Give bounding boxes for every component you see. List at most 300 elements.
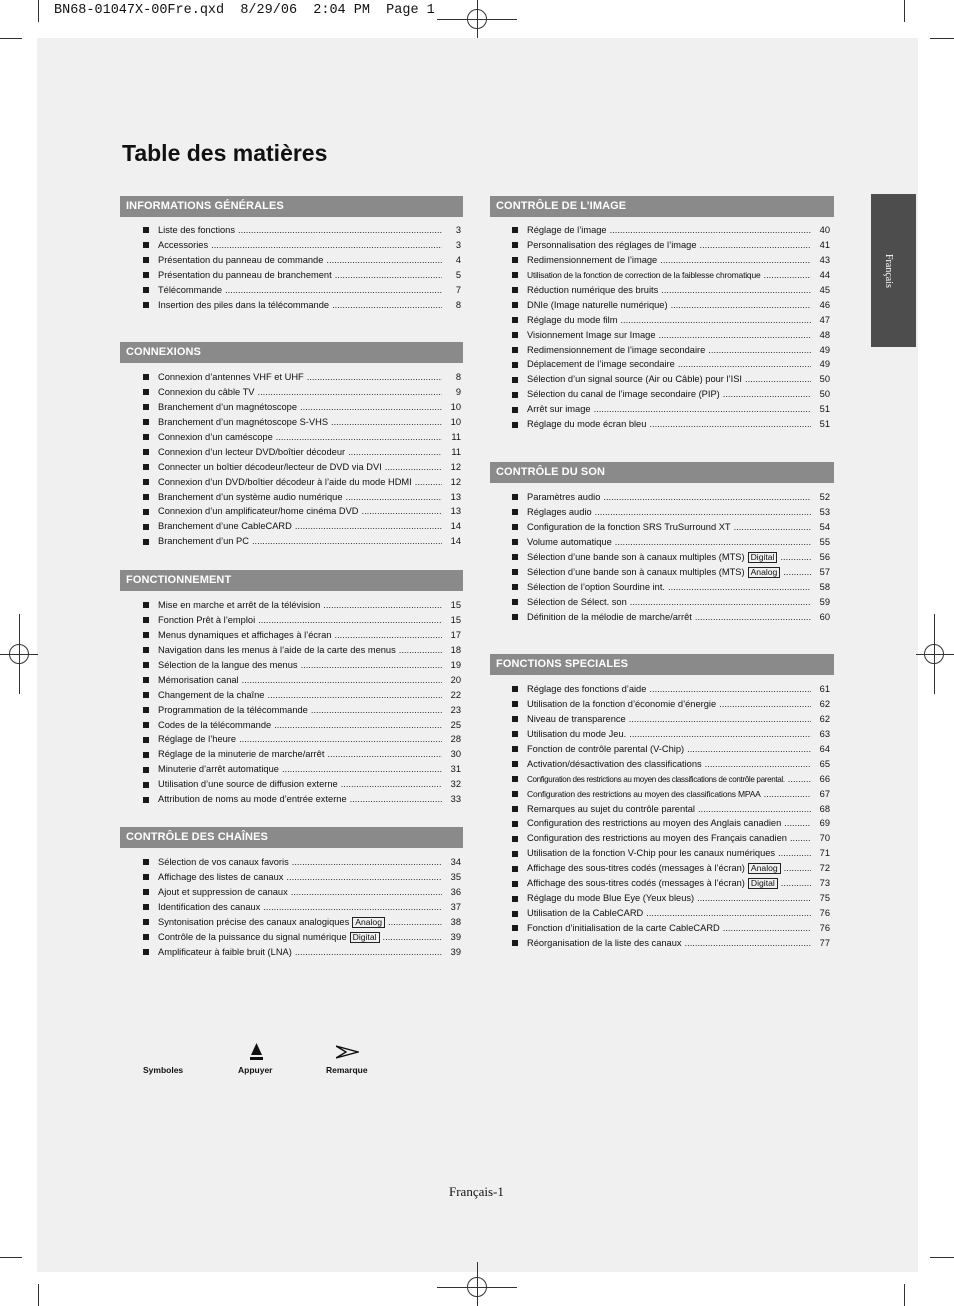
toc-entry-page: 14 — [450, 521, 461, 532]
bullet-square-icon — [143, 434, 149, 440]
toc-entry-label: Connexion du câble TV — [158, 386, 255, 397]
dot-leader — [764, 268, 811, 283]
dot-leader — [274, 718, 442, 733]
toc-entry — [137, 415, 461, 430]
bullet-square-icon — [143, 374, 149, 380]
bullet-square-icon — [143, 859, 149, 865]
dot-leader — [697, 891, 811, 906]
toc-entry — [137, 268, 461, 283]
bullet-square-icon — [512, 940, 518, 946]
dot-leader — [383, 930, 442, 945]
toc-entry-label: Fonction d’initialisation de la carte CableCARD — [527, 923, 720, 933]
toc-entry — [137, 519, 461, 534]
bullet-square-icon — [143, 272, 149, 278]
toc-entry-page: 59 — [819, 596, 830, 607]
bullet-square-icon — [512, 746, 518, 752]
dot-leader — [282, 762, 442, 777]
toc-entry-label: Remarques au sujet du contrôle parental — [527, 803, 695, 814]
toc-entry — [506, 313, 830, 328]
dot-leader — [286, 870, 442, 885]
toc-entry-label: Sélection de l’option Sourdine int. — [527, 581, 665, 592]
bullet-square-icon — [143, 722, 149, 728]
toc-entry — [506, 505, 830, 520]
toc-entry-page: 51 — [819, 419, 830, 430]
bullet-square-icon — [512, 599, 518, 605]
toc-entry-page: 13 — [450, 491, 461, 502]
toc-entry — [137, 283, 461, 298]
toc-entry-label: Sélection d’une bande son à canaux multiples (MTS) — [527, 551, 745, 562]
toc-entry-page: 10 — [450, 416, 461, 427]
bullet-square-icon — [143, 287, 149, 293]
dot-leader — [778, 846, 811, 861]
toc-list-speciales — [506, 682, 830, 951]
toc-entry-page: 34 — [450, 857, 461, 867]
toc-entry — [137, 885, 461, 900]
press-icon — [250, 1043, 263, 1061]
toc-entry — [506, 402, 830, 417]
toc-entry-page: 68 — [819, 803, 830, 814]
dot-leader — [705, 757, 811, 772]
toc-entry-label: Codes de la télécommande — [158, 719, 272, 730]
toc-entry-page: 30 — [450, 749, 461, 760]
toc-entry-label: Mémorisation canal — [158, 674, 239, 685]
dot-leader — [629, 727, 811, 742]
note-label: Remarque — [326, 1065, 368, 1075]
toc-entry-label: Connexion d’antennes VHF et UHF — [158, 372, 304, 382]
dot-leader — [331, 415, 442, 430]
toc-entry-page: 22 — [450, 689, 461, 700]
bullet-square-icon — [512, 272, 518, 278]
page-title: Table des matières — [122, 140, 328, 166]
crop-mark — [38, 0, 39, 22]
toc-entry-label: Définition de la mélodie de marche/arrêt — [527, 611, 692, 622]
crop-mark — [930, 1257, 954, 1258]
bullet-square-icon — [143, 302, 149, 308]
dot-leader — [301, 658, 442, 673]
dot-leader — [311, 703, 442, 718]
bullet-square-icon — [512, 539, 518, 545]
section-heading-son: CONTRÔLE DU SON — [490, 462, 834, 483]
toc-entry — [137, 900, 461, 915]
dot-leader — [225, 283, 442, 298]
dot-leader — [678, 357, 811, 372]
toc-entry-page: 69 — [819, 818, 830, 829]
signal-type-badge: Digital — [350, 932, 380, 943]
dot-leader — [388, 915, 442, 930]
toc-entry-label: Affichage des sous-titres codés (messages à l’écran) — [527, 878, 745, 889]
toc-entry — [506, 610, 830, 625]
dot-leader — [385, 460, 442, 475]
bullet-square-icon — [512, 347, 518, 353]
dot-leader — [257, 385, 442, 400]
toc-entry-page: 17 — [450, 629, 461, 640]
toc-entry-page: 45 — [819, 284, 830, 295]
dot-leader — [630, 595, 811, 610]
section-heading-connexions: CONNEXIONS — [120, 342, 463, 363]
toc-entry-page: 15 — [450, 614, 461, 625]
toc-entry — [137, 445, 461, 460]
toc-entry-label: Réglage du mode film — [527, 314, 618, 325]
toc-entry-label: Changement de la chaîne — [158, 689, 265, 700]
bullet-square-icon — [143, 737, 149, 743]
dot-leader — [594, 402, 811, 417]
section-heading-informations: INFORMATIONS GÉNÉRALES — [120, 196, 463, 217]
signal-type-badge: Digital — [748, 878, 778, 889]
dot-leader — [723, 387, 811, 402]
dot-leader — [326, 253, 442, 268]
toc-entry-label: Connexion d’un DVD/boîtier décodeur à l’aide du mode HDMI — [158, 476, 412, 487]
bullet-square-icon — [143, 707, 149, 713]
toc-entry — [506, 936, 830, 951]
toc-entry — [506, 268, 830, 283]
toc-entry-page: 18 — [450, 644, 461, 655]
toc-entry — [137, 747, 461, 762]
toc-entry — [506, 697, 830, 712]
toc-entry-page: 20 — [450, 674, 461, 685]
bullet-square-icon — [143, 389, 149, 395]
toc-entry — [506, 417, 830, 432]
toc-entry — [506, 298, 830, 313]
toc-entry-label: Réglage du mode écran bleu — [527, 419, 647, 430]
toc-entry-page: 76 — [819, 923, 830, 933]
dot-leader — [211, 238, 442, 253]
toc-entry-page: 65 — [819, 758, 830, 769]
toc-entry-page: 9 — [455, 386, 461, 397]
registration-line — [916, 654, 954, 655]
toc-list-connexions — [137, 370, 461, 549]
bullet-square-icon — [512, 925, 518, 931]
bullet-square-icon — [143, 257, 149, 263]
toc-entry-label: Fonction Prêt à l’emploi — [158, 614, 256, 625]
dot-leader — [698, 802, 811, 817]
dot-leader — [346, 490, 443, 505]
toc-entry-label: Sélection du canal de l’image secondaire (PIP) — [527, 389, 720, 400]
toc-entry-label: Sélection de vos canaux favoris — [158, 857, 289, 867]
toc-entry-label: Liste des fonctions — [158, 225, 236, 235]
toc-entry — [137, 504, 461, 519]
toc-entry-label: Réduction numérique des bruits — [527, 284, 659, 295]
toc-entry-label: Utilisation du mode Jeu. — [527, 728, 627, 739]
toc-entry-page: 40 — [819, 225, 830, 235]
crop-mark — [38, 1284, 39, 1306]
toc-entry-page: 66 — [819, 773, 830, 784]
toc-entry — [137, 855, 461, 870]
toc-entry — [506, 712, 830, 727]
dot-leader — [300, 400, 442, 415]
bullet-square-icon — [512, 716, 518, 722]
toc-entry-label: Connexion d’un lecteur DVD/boîtier décodeur — [158, 446, 346, 457]
toc-entry — [137, 460, 461, 475]
bullet-square-icon — [512, 494, 518, 500]
bullet-square-icon — [143, 479, 149, 485]
bullet-square-icon — [512, 761, 518, 767]
toc-entry-page: 5 — [455, 269, 461, 280]
toc-entry-page: 67 — [819, 788, 830, 799]
note-arrow-icon — [336, 1045, 359, 1059]
toc-entry-page: 3 — [455, 239, 461, 250]
toc-entry-label: Insertion des piles dans la télécommande — [158, 299, 330, 310]
toc-entry-label: Menus dynamiques et affichages à l’écran — [158, 629, 332, 640]
toc-entry-page: 62 — [819, 713, 830, 724]
bullet-square-icon — [512, 377, 518, 383]
toc-entry — [137, 613, 461, 628]
dot-leader — [660, 253, 811, 268]
toc-entry-page: 36 — [450, 886, 461, 897]
toc-entry-page: 15 — [450, 600, 461, 610]
toc-entry-page: 58 — [819, 581, 830, 592]
bullet-square-icon — [143, 904, 149, 910]
toc-entry — [506, 891, 830, 906]
toc-entry-label: Niveau de transparence — [527, 713, 626, 724]
toc-entry-label: Visionnement Image sur Image — [527, 329, 656, 340]
toc-entry-label: Configuration des restrictions au moyen des classifications MPAA — [527, 788, 761, 799]
toc-entry — [137, 253, 461, 268]
dot-leader — [348, 445, 442, 460]
toc-entry-page: 50 — [819, 389, 830, 400]
bullet-square-icon — [143, 494, 149, 500]
press-label: Appuyer — [238, 1065, 273, 1075]
bullet-square-icon — [143, 797, 149, 803]
toc-entry-page: 72 — [819, 863, 830, 874]
toc-entry-label: Connexion d’un amplificateur/home cinéma DVD — [158, 506, 359, 517]
toc-entry-label: Utilisation de la fonction d’économie d’énergie — [527, 698, 717, 709]
dot-leader — [788, 772, 811, 787]
toc-entry — [137, 370, 461, 385]
bullet-square-icon — [512, 422, 518, 428]
toc-entry-label: Navigation dans les menus à l’aide de la carte des menus — [158, 644, 396, 655]
dot-leader — [780, 550, 811, 565]
dot-leader — [790, 831, 811, 846]
toc-entry — [506, 831, 830, 846]
dot-leader — [335, 268, 442, 283]
toc-entry-page: 38 — [450, 916, 461, 927]
section-heading-chaines: CONTRÔLE DES CHAÎNES — [120, 827, 463, 848]
toc-entry-label: Sélection d’un signal source (Air ou Câble) pour l’ISI — [527, 374, 742, 385]
toc-entry-page: 75 — [819, 893, 830, 904]
dot-leader — [295, 519, 442, 534]
bullet-square-icon — [512, 362, 518, 368]
dot-leader — [295, 945, 442, 960]
symbols-heading: Symboles — [143, 1065, 184, 1075]
dot-leader — [745, 372, 811, 387]
toc-entry-page: 54 — [819, 521, 830, 532]
toc-entry — [506, 876, 830, 891]
bullet-square-icon — [143, 464, 149, 470]
bullet-square-icon — [512, 806, 518, 812]
dot-leader — [350, 792, 442, 807]
dot-leader — [783, 565, 811, 580]
toc-entry-page: 62 — [819, 698, 830, 709]
toc-entry-page: 56 — [819, 551, 830, 562]
dot-leader — [695, 610, 811, 625]
toc-entry — [506, 357, 830, 372]
toc-entry — [137, 703, 461, 718]
toc-entry-page: 64 — [819, 743, 830, 754]
bullet-square-icon — [143, 419, 149, 425]
toc-entry — [137, 534, 461, 549]
signal-type-badge: Analog — [748, 567, 781, 578]
bullet-square-icon — [512, 821, 518, 827]
toc-list-son — [506, 490, 830, 624]
bullet-square-icon — [512, 791, 518, 797]
toc-entry — [506, 328, 830, 343]
section-heading-speciales: FONCTIONS SPECIALES — [490, 654, 834, 675]
toc-entry-label: Connecter un boîtier décodeur/lecteur de DVD via DVI — [158, 461, 382, 472]
toc-entry-label: Présentation du panneau de commande — [158, 254, 324, 265]
toc-entry-page: 37 — [450, 901, 461, 912]
bullet-square-icon — [512, 686, 518, 692]
toc-entry — [137, 298, 461, 313]
crop-mark — [904, 0, 905, 22]
toc-entry — [506, 595, 830, 610]
toc-entry-label: Configuration des restrictions au moyen des classifications de contrôle parental. — [527, 774, 785, 784]
dot-leader — [646, 906, 811, 921]
toc-entry-page: 35 — [450, 871, 461, 882]
toc-entry-page: 71 — [819, 848, 830, 859]
toc-entry-page: 73 — [819, 878, 830, 889]
bullet-square-icon — [512, 569, 518, 575]
bullet-square-icon — [512, 257, 518, 263]
bullet-square-icon — [512, 332, 518, 338]
bullet-square-icon — [512, 302, 518, 308]
toc-entry-label: Branchement d’une CableCARD — [158, 521, 292, 532]
bullet-square-icon — [512, 584, 518, 590]
toc-entry-label: Utilisation de la CableCARD — [527, 908, 644, 919]
toc-entry-page: 39 — [450, 931, 461, 942]
toc-entry — [137, 762, 461, 777]
language-tab-label: Français — [883, 254, 894, 288]
toc-entry-label: Branchement d’un PC — [158, 536, 249, 547]
toc-entry-label: Présentation du panneau de branchement — [158, 269, 332, 280]
bullet-square-icon — [512, 242, 518, 248]
bullet-square-icon — [512, 701, 518, 707]
toc-entry — [137, 238, 461, 253]
bullet-square-icon — [143, 509, 149, 515]
bullet-square-icon — [143, 647, 149, 653]
bullet-square-icon — [512, 227, 518, 233]
bullet-square-icon — [143, 677, 149, 683]
toc-entry — [137, 870, 461, 885]
dot-leader — [276, 430, 442, 445]
toc-entry-label: Branchement d’un magnétoscope — [158, 401, 298, 412]
toc-entry-page: 4 — [455, 254, 461, 265]
dot-leader — [719, 697, 811, 712]
toc-entry-page: 19 — [450, 659, 461, 670]
registration-line — [477, 1262, 478, 1306]
dot-leader — [610, 223, 811, 238]
crop-mark — [930, 38, 954, 39]
toc-entry-label: Réglage de la minuterie de marche/arrêt — [158, 749, 325, 760]
toc-entry-label: Sélection de la langue des menus — [158, 659, 298, 670]
dot-leader — [263, 900, 442, 915]
dot-leader — [334, 628, 442, 643]
dot-leader — [239, 732, 442, 747]
dot-leader — [708, 343, 811, 358]
crop-mark — [904, 1284, 905, 1306]
bullet-square-icon — [512, 731, 518, 737]
bullet-square-icon — [512, 509, 518, 515]
toc-entry-page: 49 — [819, 359, 830, 370]
toc-entry-label: Sélection d’une bande son à canaux multiples (MTS) — [527, 566, 745, 577]
signal-type-badge: Analog — [352, 917, 385, 928]
dot-leader — [258, 613, 442, 628]
toc-entry-label: Affichage des listes de canaux — [158, 871, 284, 882]
toc-entry — [137, 930, 461, 945]
toc-entry-label: Arrêt sur image — [527, 404, 591, 415]
toc-entry — [137, 732, 461, 747]
toc-entry — [137, 643, 461, 658]
toc-entry-label: Paramètres audio — [527, 492, 601, 502]
toc-entry-label: Utilisation d’une source de diffusion externe — [158, 779, 338, 790]
dot-leader — [649, 417, 811, 432]
signal-type-badge: Digital — [748, 552, 778, 563]
toc-entry — [506, 283, 830, 298]
toc-entry-label: Configuration des restrictions au moyen des Français canadien — [527, 833, 787, 844]
toc-entry-label: Amplificateur à faible bruit (LNA) — [158, 946, 292, 957]
bullet-square-icon — [512, 866, 518, 872]
dot-leader — [332, 298, 442, 313]
toc-entry-label: Syntonisation précise des canaux analogiques — [158, 916, 350, 927]
toc-entry-label: Affichage des sous-titres codés (messages à l’écran) — [527, 863, 745, 874]
toc-entry — [506, 727, 830, 742]
toc-entry — [137, 658, 461, 673]
toc-entry-label: Configuration des restrictions au moyen des Anglais canadien — [527, 818, 782, 829]
toc-entry-label: Redimensionnement de l’image secondaire — [527, 344, 706, 355]
toc-entry-label: Sélection de Sélect. son — [527, 596, 627, 607]
dot-leader — [661, 283, 811, 298]
bullet-square-icon — [143, 949, 149, 955]
bullet-square-icon — [512, 911, 518, 917]
dot-leader — [238, 223, 442, 238]
bullet-square-icon — [512, 896, 518, 902]
toc-entry — [137, 792, 461, 807]
toc-entry — [506, 816, 830, 831]
toc-entry-page: 55 — [819, 536, 830, 547]
toc-entry — [506, 846, 830, 861]
toc-entry-label: Réglage des fonctions d’aide — [527, 684, 647, 694]
bullet-square-icon — [143, 767, 149, 773]
toc-entry-label: Activation/désactivation des classifications — [527, 758, 702, 769]
toc-entry — [506, 861, 830, 876]
toc-entry-page: 32 — [450, 779, 461, 790]
toc-entry-label: Réglages audio — [527, 506, 592, 517]
bullet-square-icon — [143, 227, 149, 233]
bullet-square-icon — [143, 782, 149, 788]
toc-entry-label: Branchement d’un système audio numérique — [158, 491, 343, 502]
page-number: Français-1 — [449, 1184, 504, 1199]
toc-entry-page: 11 — [451, 431, 461, 442]
toc-entry-page: 12 — [450, 476, 461, 487]
dot-leader — [595, 505, 811, 520]
dot-leader — [629, 712, 811, 727]
toc-entry-page: 14 — [450, 536, 461, 547]
bullet-square-icon — [512, 836, 518, 842]
toc-entry-label: Branchement d’un magnétoscope S-VHS — [158, 416, 329, 427]
crop-mark — [0, 1257, 22, 1258]
toc-entry-page: 33 — [450, 794, 461, 805]
section-heading-image: CONTRÔLE DE L’IMAGE — [490, 196, 834, 217]
dot-leader — [307, 370, 442, 385]
toc-entry-page: 3 — [455, 225, 461, 235]
bullet-square-icon — [143, 449, 149, 455]
toc-entry-label: Redimensionnement de l’image — [527, 254, 658, 265]
toc-entry-page: 8 — [455, 372, 461, 382]
toc-entry-label: Accessories — [158, 239, 209, 250]
bullet-square-icon — [143, 934, 149, 940]
toc-entry-label: Ajout et suppression de canaux — [158, 886, 288, 897]
toc-entry-label: Contrôle de la puissance du signal numérique — [158, 931, 347, 942]
toc-entry-label: Télécommande — [158, 284, 223, 295]
